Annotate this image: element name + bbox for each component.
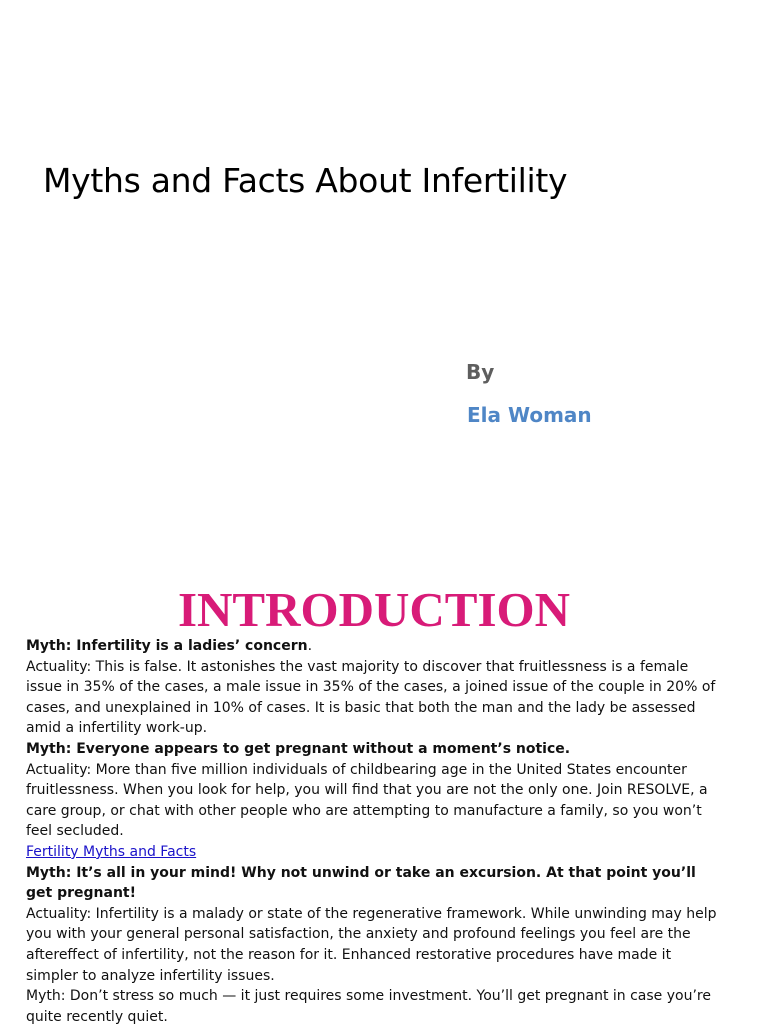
fertility-myths-link[interactable]: Fertility Myths and Facts: [26, 843, 197, 860]
myth-statement: Myth: It’s all in your mind! Why not unwind or take an excursion. At that point you’ll get pregnant!: [26, 864, 696, 902]
author-name: Ela Woman: [467, 403, 592, 427]
myth-statement: Myth: Everyone appears to get pregnant without a moment’s notice.: [26, 740, 571, 757]
fact-paragraph: Actuality: Infertility is a malady or state of the regenerative framework. While unwinding may help you with your general personal satisfaction, the anxiety and profound feelings you feel are the aftereffect of infertility, not the reason for it. Enhanced restorative procedures have made it simpler to analyze infertility issues.: [26, 905, 717, 984]
myth-statement-suffix: .: [307, 638, 313, 654]
document-title: Myths and Facts About Infertility: [43, 161, 568, 200]
article-body: [26, 636, 726, 1027]
fact-paragraph: Actuality: More than five million individuals of childbearing age in the United States encounter fruitlessness. When you look for help, you will find that you are not the only one. Join RESOLVE, a care group, or chat with other people who are attempting to manufacture a family, so you won’t feel secluded.: [26, 761, 708, 840]
fact-paragraph: Actuality: This is false. It astonishes the vast majority to discover that fruitlessness is a female issue in 35% of the cases, a male issue in 35% of the cases, a joined issue of the couple in 20% of cases, and unexplained in 10% of cases. It is basic that both the man and the lady be assessed amid a infertility work-up.: [26, 658, 716, 737]
link-paragraph: [26, 842, 726, 863]
section-heading: INTRODUCTION: [177, 582, 571, 637]
by-label: By: [466, 360, 495, 384]
myth-statement: Myth: Infertility is a ladies’ concern: [26, 638, 308, 654]
fact-paragraph: Myth: Don’t stress so much — it just requires some investment. You’ll get pregnant in case you’re quite recently quiet.: [26, 988, 711, 1025]
myth-paragraph: [26, 636, 726, 657]
